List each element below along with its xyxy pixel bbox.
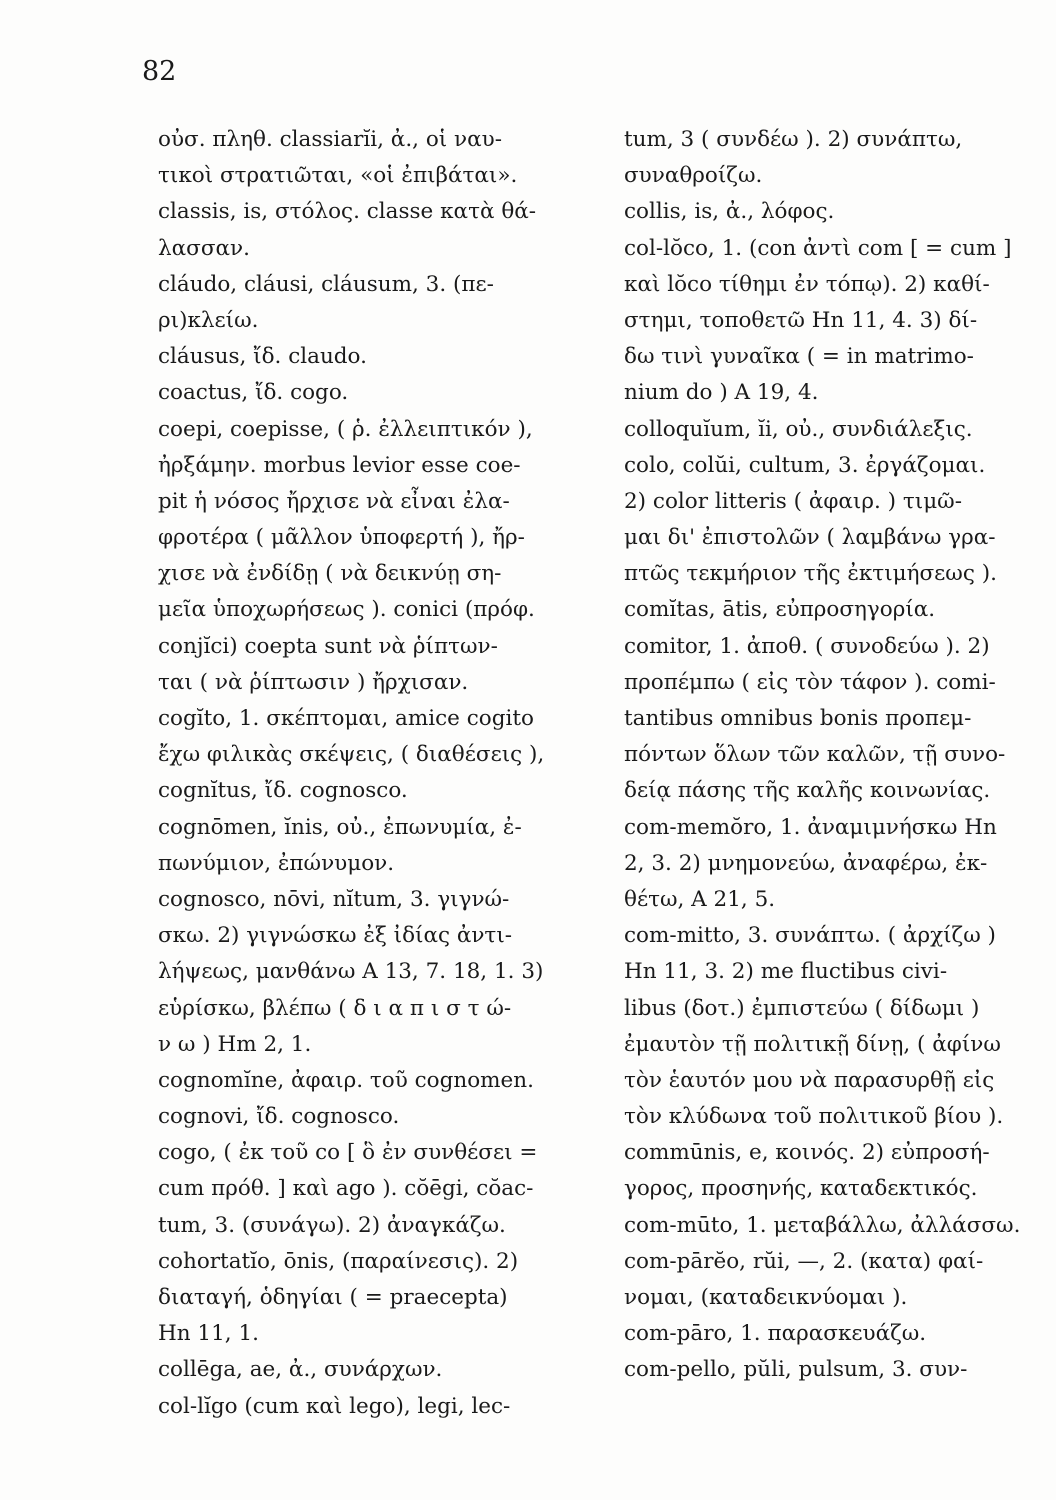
entry-line: δω τινὶ γυναῖκα ( = in matrimo- [624,344,974,370]
entry-line: ἐμαυτὸν τῇ πολιτικῇ δίνῃ, ( ἀφίνω [624,1031,1001,1057]
entry-line: comĭtas, ātis, εὐπροσηγορία. [624,597,936,623]
entry-line: πόντων ὅλων τῶν καλῶν, τῇ συνο- [624,742,1006,768]
entry-line: commūnis, e, κοινός. 2) εὐπροσή- [624,1140,990,1166]
entry-line: ἠρξάμην. morbus levior esse coe- [158,452,521,478]
left-column [158,122,578,1425]
entry-line: com-mūto, 1. μεταβάλλω, ἀλλάσσω. [624,1212,1021,1238]
entry-line: μεῖα ὑποχωρήσεως ). conici (πρόφ. [158,597,535,623]
entry-line: τικοὶ στρατιῶται, «οἱ ἐπιβάται». [158,163,518,189]
entry-line: cláusus, ἴδ. claudo. [158,344,367,370]
entry-line: δείᾳ πάσης τῆς καλῆς κοινωνίας. [624,778,991,804]
entry-line: com-memŏro, 1. ἀναμιμνήσκω Hn [624,814,997,840]
entry-line: τὸν ἑαυτόν μου νὰ παρασυρθῇ εἰς [624,1067,995,1093]
entry-line: cogĭto, 1. σκέπτομαι, amice cogito [158,706,534,731]
entry-line: λήψεως, μανθάνω A 13, 7. 18, 1. 3) [158,959,544,985]
entry-line: cohortatĭo, ōnis, (παραίνεσις). 2) [158,1248,519,1274]
entry-line: com-mitto, 3. συνάπτω. ( ἀρχίζω ) [624,923,996,949]
entry-line: πωνύμιον, ἐπώνυμον. [158,850,395,876]
entry-line: μαι δι' ἐπιστολῶν ( λαμβάνω γρα- [624,525,996,551]
entry-line: 2) color litteris ( ἀφαιρ. ) τιμῶ- [624,488,962,514]
entry-line: προπέμπω ( εἰς τὸν τάφον ). comi- [624,669,996,695]
entry-line: cognomĭne, ἀφαιρ. τοῦ cognomen. [158,1067,534,1093]
entry-line: cognosco, nōvi, nĭtum, 3. γιγνώ- [158,886,510,912]
entry-line: coactus, ἴδ. cogo. [158,380,349,406]
entry-line: φροτέρα ( μᾶλλον ὑποφερτή ), ἤρ- [158,525,525,551]
right-column [624,122,1049,1389]
page-number: 82 [142,56,177,87]
entry-line: cognōmen, ĭnis, οὐ., ἐπωνυμία, ἐ- [158,814,522,840]
entry-line: collis, is, ἀ., λόφος. [624,199,835,225]
entry-line: nium do ) A 19, 4. [624,380,819,406]
entry-line: ρι)κλείω. [158,307,259,333]
entry-line: νομαι, (καταδεικνύομαι ). [624,1285,908,1310]
entry-line: σκω. 2) γιγνώσκω ἐξ ἰδίας ἀντι- [158,923,513,949]
entry-line: classis, is, στόλος. classe κατὰ θά- [158,199,537,225]
entry-line: pit ἡ νόσος ἤρχισε νὰ εἶναι ἐλα- [158,488,510,514]
entry-line: λασσαν. [158,235,250,261]
entry-line: colo, colŭi, cultum, 3. ἐργάζομαι. [624,452,986,478]
entry-line: comitor, 1. ἀποθ. ( συνοδεύω ). 2) [624,633,990,659]
entry-line: 2, 3. 2) μνημονεύω, ἀναφέρω, ἐκ- [624,850,988,876]
entry-line: com-pello, pŭli, pulsum, 3. συν- [624,1357,968,1383]
entry-line: cognĭtus, ἴδ. cognosco. [158,778,408,804]
entry-line: τὸν κλύδωνα τοῦ πολιτικοῦ βίου ). [624,1104,1004,1130]
entry-line: tantibus omnibus bonis προπεμ- [624,706,972,731]
entry-line: ἔχω φιλικὰς σκέψεις, ( διαθέσεις ), [158,742,545,768]
entry-line: διαταγή, ὁδηγίαι ( = praecepta) [158,1285,508,1310]
entry-line: εὑρίσκω, βλέπω ( δ ι α π ι σ τ ώ- [158,995,512,1021]
entry-line: γορος, προσηνής, καταδεκτικός. [624,1176,978,1202]
entry-line: οὐσ. πληθ. classiarĭi, ἀ., οἱ ναυ- [158,127,502,152]
entry-line: καὶ lŏco τίθημι ἐν τόπῳ). 2) καθί- [624,271,990,297]
entry-line: conjĭci) coepta sunt νὰ ῥίπτων- [158,633,498,659]
entry-line: θέτω, A 21, 5. [624,886,776,912]
entry-line: tum, 3. (συνάγω). 2) ἀναγκάζω. [158,1212,506,1238]
entry-line: ται ( νὰ ῥίπτωσιν ) ἤρχισαν. [158,669,469,695]
entry-line: στημι, τοποθετῶ Hn 11, 4. 3) δί- [624,307,978,333]
entry-line: cogo, ( ἐκ τοῦ co [ ὃ ἐν συνθέσει = [158,1140,538,1166]
entry-line: Hn 11, 3. 2) me fluctibus civi- [624,959,948,985]
entry-line: libus (δοτ.) ἐμπιστεύω ( δίδωμι ) [624,995,980,1021]
entry-line: πτῶς τεκμήριον τῆς ἐκτιμήσεως ). [624,561,997,587]
entry-line: ν ω ) Hm 2, 1. [158,1031,312,1057]
entry-line: coepi, coepisse, ( ῥ. ἐλλειπτικόν ), [158,416,533,442]
entry-line: συναθροίζω. [624,163,763,189]
entry-line: cognovi, ἴδ. cognosco. [158,1104,400,1130]
entry-line: Hn 11, 1. [158,1321,259,1347]
entry-line: col-lŏco, 1. (con ἀντὶ com [ = cum ] [624,235,1012,261]
entry-line: tum, 3 ( συνδέω ). 2) συνάπτω, [624,127,963,152]
entry-line: collēga, ae, ἀ., συνάρχων. [158,1357,443,1383]
entry-line: com-pārĕo, rŭi, —, 2. (κατα) φαί- [624,1248,984,1274]
entry-line: cláudo, cláusi, cláusum, 3. (πε- [158,271,494,297]
entry-line: col-lĭgo (cum καὶ lego), legi, lec- [158,1393,511,1419]
entry-line: com-pāro, 1. παρασκευάζω. [624,1321,927,1347]
entry-line: colloquĭum, ĭi, οὐ., συνδιάλεξις. [624,416,973,442]
entry-line: χισε νὰ ἐνδίδῃ ( νὰ δεικνύῃ ση- [158,561,502,587]
entry-line: cum πρόθ. ] καὶ ago ). cŏēgi, cŏac- [158,1176,534,1202]
